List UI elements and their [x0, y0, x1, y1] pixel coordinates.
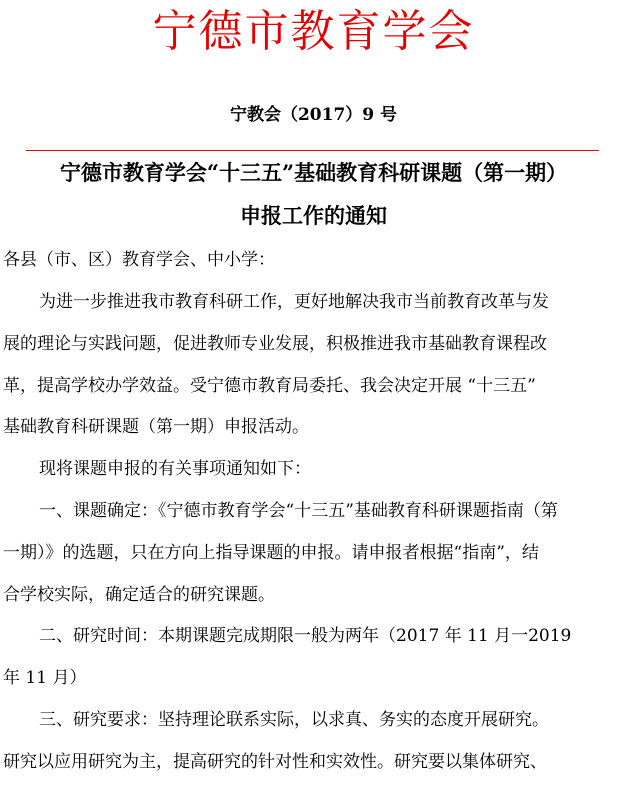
- paragraph-line: 年 11 月）: [3, 668, 87, 688]
- paragraph-line: 研究以应用研究为主，提高研究的针对性和实效性。研究要以集体研究、: [3, 752, 547, 772]
- paragraph-line: 一期）》的选题，只在方向上指导课题的申报。请申报者根据“指南”，结: [3, 543, 539, 563]
- paragraph-line: 展的理论与实践问题，促进教师专业发展，积极推进我市基础教育课程改: [3, 334, 547, 354]
- paragraph-line: 为进一步推进我市教育科研工作，更好地解决我市当前教育改革与发: [39, 292, 549, 312]
- document-title-line-1: 宁德市教育学会“十三五”基础教育科研课题（第一期）: [59, 160, 568, 185]
- paragraph-line: 基础教育科研课题（第一期）申报活动。: [3, 417, 309, 437]
- document-body: [3, 0, 618, 787]
- document-number: 宁教会（2017）9 号: [229, 105, 398, 125]
- salutation: 各县（市、区）教育学会、中小学：: [3, 250, 275, 270]
- paragraph-line: 三、研究要求：坚持理论联系实际，以求真、务实的态度开展研究。: [39, 710, 549, 730]
- paragraph-line: 革，提高学校办学效益。受宁德市教育局委托、我会决定开展 “十三五”: [3, 376, 536, 396]
- paragraph-line: 二、研究时间：本期课题完成期限一般为两年（2017 年 11 月一2019: [39, 626, 572, 646]
- paragraph-line: 合学校实际，确定适合的研究课题。: [3, 585, 275, 605]
- organization-header: 宁德市教育学会: [152, 6, 475, 57]
- paragraph-line: 现将课题申报的有关事项通知如下：: [39, 459, 311, 479]
- paragraph-line: 一、课题确定：《宁德市教育学会“十三五”基础教育科研课题指南（第: [39, 501, 558, 521]
- document-title-line-2: 申报工作的通知: [240, 203, 387, 228]
